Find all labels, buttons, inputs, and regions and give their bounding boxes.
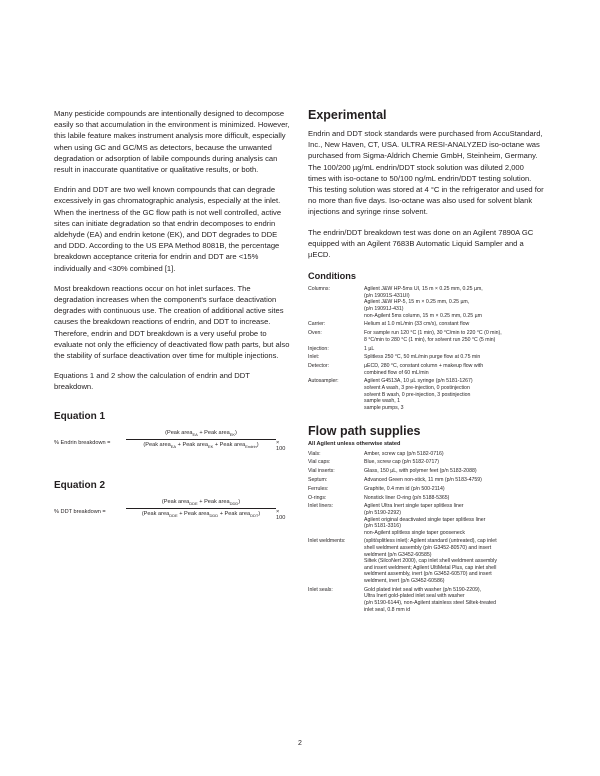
conditions-row [308, 346, 544, 355]
supplies-value-line: Blue, screw cap (p/n 5182-0717) [364, 459, 439, 466]
supplies-value-line: non-Agilent splitless single taper gooseneck [364, 529, 465, 536]
supplies-row [308, 587, 544, 616]
supplies-value-line: Advanced Green non-stick, 11 mm (p/n 5183-4759) [364, 476, 482, 483]
conditions-value-line: Agilent J&W HP-5, 15 m × 0.25 mm, 0.25 µm, [364, 299, 470, 306]
conditions-value-line: combined flow of 60 mL/min [364, 369, 429, 376]
conditions-row [308, 354, 544, 363]
supplies-table [308, 451, 544, 616]
conditions-value [364, 321, 544, 330]
supplies-value [364, 468, 544, 477]
supplies-value-line: inlet seal, 0.8 mm id [364, 606, 411, 613]
supplies-value-line: and insert weldment; Agilent UltiMetal Plus, cap inlet shell [364, 564, 497, 571]
conditions-value-line: For sample run 120 °C (1 min), 30 °C/min to 220 °C (0 min), [364, 330, 502, 337]
supplies-value-line: Amber, screw cap (p/n 5182-0716) [364, 450, 444, 457]
conditions-value-line: sample pumps, 3 [364, 404, 404, 411]
equation-2-numerator: (Peak area$_{DDE}$ + Peak area$_{DDD}$) [126, 499, 276, 509]
conditions-value-line: 1 µL [364, 345, 375, 352]
supplies-note: All Agilent unless otherwise stated [308, 440, 401, 447]
equation-2-fraction [126, 499, 276, 518]
conditions-value-line: 8 °C/min to 280 °C (1 min), for solvent run 250 °C (5 min) [364, 336, 496, 343]
equation-1-lhs: % Endrin breakdown = [54, 439, 111, 446]
supplies-label: Septum: [308, 476, 328, 483]
supplies-value-line: Ultra Inert gold-plated inlet seal with washer [364, 593, 465, 600]
supplies-label: Inlet weldments: [308, 538, 346, 545]
conditions-label: Autosampler: [308, 378, 339, 385]
endrin-ddt-paragraph: Endrin and DDT are two well known compounds that can degrade excessively in gas chromatographic analysis, especially at the inlet. When the inertness of the GC flow path is not well controlled, active sites can initiate degradation so that endrin decomposes to endrin aldehyde (EA) and endrin ketone (EK), and DDT degrades to DDE and DDD. According to the US EPA Method 8081B, the percentage breakdown acceptance criteria for endrin and DDT are <15% individually and <30% combined [1]. [54, 185, 282, 273]
supplies-label: Vial inserts: [308, 468, 335, 475]
supplies-label: Vial caps: [308, 459, 331, 466]
supplies-value [364, 451, 544, 460]
conditions-label: Injection: [308, 345, 329, 352]
experimental-paragraph: Endrin and DDT stock standards were purchased from AccuStandard, Inc., New Haven, CT, USA. ULTRA RESI-ANALYZED iso-octane was purchased from Sigma-Aldrich Chemie GmbH, Steinheim, Germany. The 100/200 µg/mL endrin/DDT stock solution was diluted 2,000 times with iso-octane to 50/100 ng/mL endrin/DDT testing solution. This testing solution was stored at 4 °C in the refrigerator and used for no more than five days. Iso-octane was also used for solvent blank injections and syringe rinse solvent. [308, 129, 544, 217]
supplies-value-line: Agilent Ultra Inert single taper splitless liner [364, 503, 464, 510]
supplies-value [364, 538, 544, 586]
supplies-value-line: weldment assembly, inert (p/n G3452-60570) and insert [364, 571, 492, 578]
conditions-table [308, 286, 544, 413]
supplies-label: Inlet liners: [308, 503, 334, 510]
supplies-value-line: (p/n 5190-6144), non-Agilent stainless steel Siltek-treated [364, 600, 497, 607]
equation-1-fraction [126, 430, 276, 449]
conditions-label: Oven: [308, 330, 322, 337]
supplies-label: O-rings: [308, 494, 327, 501]
supplies-value-line: Glass, 150 µL, with polymer feet (p/n 5183-2088) [364, 468, 477, 475]
page-number: 2 [298, 740, 302, 747]
breakdown-test-paragraph: The endrin/DDT breakdown test was done on an Agilent 7890A GC equipped with an Agilent 7683B Automatic Liquid Sampler and a µECD. [308, 227, 534, 260]
equation-2-rhs: × 100 [276, 508, 286, 521]
supplies-label: Vials: [308, 450, 321, 457]
supplies-value [364, 503, 544, 538]
right-column [308, 108, 544, 623]
conditions-row [308, 330, 544, 345]
supplies-value-line: (p/n 5181-3316) [364, 523, 401, 530]
supplies-value-line: Siltek (SilcoNert 2000), cap inlet shell weldment assembly [364, 558, 497, 565]
equation-1-numerator: (Peak area$_{EA}$ + Peak area$_{EK}$) [126, 430, 276, 440]
equation-2 [54, 497, 290, 533]
conditions-value [364, 378, 544, 413]
conditions-value [364, 346, 544, 355]
conditions-value-line: (p/n 19091J-431) [364, 306, 404, 313]
conditions-label: Detector: [308, 363, 330, 370]
supplies-value [364, 495, 544, 504]
equation-2-lhs: % DDT breakdown = [54, 508, 106, 515]
supplies-row [308, 459, 544, 468]
flow-path-supplies-heading: Flow path supplies [308, 423, 421, 438]
intro-paragraph: Many pesticide compounds are intentionally designed to decompose easily so that accumulation in the environment is minimized. However, this labile feature makes instrument analysis more difficult, especially when using GC and GC/MS as detectors, because the unwanted degradation or adsorption of labile compounds during analysis can result in inaccurate quantitative or qualitative results, or both. [54, 109, 290, 175]
conditions-value-line: solvent A wash, 3 pre-injection, 0 postinjection [364, 385, 470, 392]
conditions-value [364, 330, 544, 345]
equation-2-heading: Equation 2 [54, 479, 106, 491]
left-column [54, 108, 290, 549]
conditions-row [308, 321, 544, 330]
conditions-value-line: Splitless 250 °C, 50 mL/min purge flow at 0.75 min [364, 354, 481, 361]
conditions-value [364, 363, 544, 378]
conditions-value-line: (p/n 19091S-431UI) [364, 292, 410, 299]
supplies-value-line: Agilent original deactivated single taper splitless liner [364, 516, 486, 523]
supplies-value-line: weldment, inert (p/n G3452-60586) [364, 578, 445, 585]
conditions-value-line: Agilent J&W HP-5ms UI, 15 m × 0.25 mm, 0.25 µm, [364, 286, 483, 293]
equations-intro-paragraph: Equations 1 and 2 show the calculation of endrin and DDT breakdown. [54, 371, 250, 392]
equation-1-heading: Equation 1 [54, 410, 106, 422]
conditions-value-line: Helium at 1.0 mL/min (33 cm/s), constant flow [364, 321, 470, 328]
conditions-value [364, 286, 544, 321]
supplies-row [308, 451, 544, 460]
supplies-value [364, 477, 544, 486]
conditions-heading: Conditions [308, 271, 356, 282]
equation-1 [54, 428, 290, 464]
equation-1-rhs: × 100 [276, 439, 286, 452]
supplies-label: Inlet seals: [308, 586, 333, 593]
conditions-row [308, 286, 544, 321]
conditions-value-line: sample wash, 1 [364, 398, 401, 405]
conditions-value-line: solvent B wash, 0 pre-injection, 3 postinjection [364, 391, 471, 398]
conditions-label: Columns: [308, 286, 330, 293]
supplies-row [308, 538, 544, 586]
equation-2-denominator: (Peak area$_{DDE}$ + Peak area$_{DDD}$ + Peak area$_{DDT}$) [141, 510, 261, 518]
breakdown-paragraph: Most breakdown reactions occur on hot inlet surfaces. The degradation increases when the component's surface deactivation degrades with continuous use. The creation of additional active sites causes the breakdown reactions of endrin, and DDT to increase. Therefore, endrin and DDT breakdown is a very useful probe to evaluate not only the efficiency of deactivated flow path parts, but also the stability of surface deactivation over time for multiple injections. [54, 283, 290, 361]
conditions-label: Inlet: [308, 354, 320, 361]
conditions-label: Carrier: [308, 321, 326, 328]
conditions-value-line: Agilent G4513A, 10 µL syringe (p/n 5181-1267) [364, 378, 473, 385]
supplies-row [308, 503, 544, 538]
conditions-value-line: µECD, 280 °C, constant column + makeup flow with [364, 363, 484, 370]
conditions-value [364, 354, 544, 363]
supplies-value-line: shell weldment assembly (p/n G3452-80570) and insert [364, 545, 492, 552]
equation-1-denominator: (Peak area$_{EA}$ + Peak area$_{EK}$ + Peak area$_{Endrin}$) [143, 441, 259, 449]
supplies-value-line: Nonstick liner O-ring (p/n 5188-5365) [364, 494, 450, 501]
conditions-value-line: non-Agilent 5ms column, 15 m × 0.25 mm, 0.25 µm [364, 312, 482, 319]
supplies-value-line: (split/splitless inlet): Agilent standard (untreated), cap inlet [364, 538, 497, 545]
supplies-value-line: (p/n 5190-2292) [364, 509, 401, 516]
conditions-row [308, 378, 544, 413]
supplies-value-line: weldment (p/n G3452-60585) [364, 551, 432, 558]
supplies-value-line: Graphite, 0.4 mm id (p/n 500-2114) [364, 485, 445, 492]
supplies-value [364, 486, 544, 495]
supplies-row [308, 486, 544, 495]
supplies-value [364, 587, 544, 616]
supplies-row [308, 477, 544, 486]
supplies-label: Ferrules: [308, 485, 329, 492]
supplies-row [308, 468, 544, 477]
experimental-heading: Experimental [308, 108, 387, 122]
supplies-value-line: Gold plated inlet seal with washer (p/n 5190-2209), [364, 586, 482, 593]
supplies-row [308, 495, 544, 504]
supplies-value [364, 459, 544, 468]
conditions-row [308, 363, 544, 378]
